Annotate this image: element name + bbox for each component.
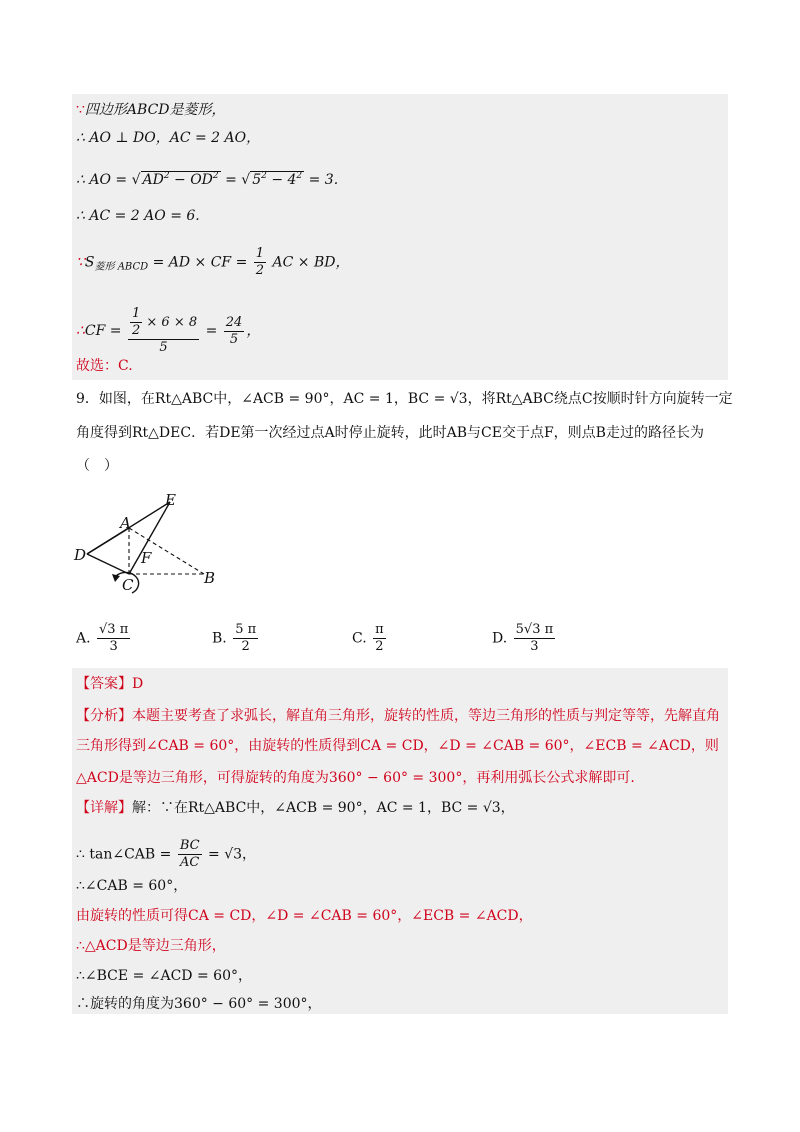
fraction-numerator: 5 π (235, 622, 257, 637)
step-text: = 3. (304, 172, 339, 188)
fraction-denominator: 3 (109, 639, 118, 654)
answer-line: 故选：C. (76, 358, 133, 374)
detail-line-3: ∴∠CAB = 60°， (76, 878, 188, 894)
because-symbol: ∵ (76, 254, 85, 271)
fraction-numerator: √3 π (99, 622, 129, 637)
detail-text: = √3， (203, 846, 257, 863)
analysis-line-2: 三角形得到∠CAB = 60°，由旋转的性质得到CA = CD，∠D = ∠CAB = 60°，∠ECB = ∠ACD，则 (76, 738, 719, 754)
detail-text: ∴ tan∠CAB = (76, 846, 176, 863)
therefore-symbol: ∴ (76, 323, 85, 339)
step-line-6: ∴CF = $\frac{1}{2}$ × 6 × 8 5 = $\frac{24}{5}$ ， (76, 306, 261, 355)
fraction-numerator: BC (179, 838, 200, 853)
option-b[interactable] (212, 622, 260, 655)
step-line-5 (76, 246, 349, 279)
answer-value: D (132, 676, 144, 692)
label-C: C (122, 576, 134, 594)
step-line-1 (76, 100, 226, 120)
analysis-text: 本题主要考查了求弧长，解直角三角形，旋转的性质，等边三角形的性质与判定等等，先解直角 (132, 708, 720, 724)
label-A: A (120, 514, 131, 532)
step-text: ， (246, 323, 261, 339)
fraction-denominator: 3 (530, 639, 539, 654)
detail-tag: 【详解】 (76, 800, 132, 816)
sqrt-expression: $AD^2 - OD^2$ (142, 171, 219, 188)
fraction-denominator: 2 (375, 639, 384, 654)
label-B: B (204, 569, 216, 587)
option-fraction (97, 622, 130, 655)
option-letter: B. (212, 630, 227, 647)
step-text: = AD × CF = (148, 254, 252, 271)
detail-line-1 (76, 798, 515, 818)
detail-text: 解：∵在Rt△ABC中，∠ACB = 90°，AC = 1，BC = √3， (132, 800, 515, 816)
option-letter: A. (76, 630, 91, 647)
step-line-2: ∴ AO ⊥ DO，AC = 2 AO， (76, 130, 261, 146)
fraction-numerator: π (375, 622, 384, 637)
analysis-tag: 【分析】 (76, 708, 132, 724)
detail-line-7: ∴旋转的角度为360° − 60° = 300°， (76, 996, 322, 1012)
fraction: $\frac{1}{2}$ × 6 × 8 5 (128, 306, 199, 356)
detail-line-2 (76, 838, 256, 871)
option-d[interactable] (492, 622, 557, 655)
fraction: $\frac{1}{2}$ (255, 246, 265, 278)
step-text: ∴ AO = (76, 172, 132, 188)
option-letter: C. (352, 630, 367, 647)
label-D: D (74, 546, 87, 564)
step-line-3: ∴ AO = √ $AD^2 - OD^2$ = √ $5^2 - 4^2 = 3$. (76, 171, 339, 188)
option-fraction (233, 622, 258, 655)
option-a[interactable] (76, 622, 132, 655)
answer-row (76, 674, 143, 694)
step-text: AC × BD， (268, 254, 350, 271)
detail-line-4: 由旋转的性质可得CA = CD，∠D = ∠CAB = 60°，∠ECB = ∠ACD， (76, 908, 533, 924)
question-line-1: 9．如图，在Rt△ABC中，∠ACB = 90°，AC = 1，BC = √3，将Rt△ABC绕点C按顺时针方向旋转一定 (76, 391, 733, 407)
sqrt-expression: $5^2 - 4^2$ (252, 171, 303, 188)
step-text: 四边形ABCD是菱形， (84, 102, 226, 118)
analysis-line-1 (76, 706, 720, 726)
label-F: F (141, 549, 152, 567)
detail-line-6: ∴∠BCE = ∠ACD = 60°， (76, 968, 252, 984)
area-symbol: S (84, 254, 95, 271)
fraction: $\frac{24}{5}$ (225, 314, 243, 347)
fraction (178, 838, 202, 871)
option-fraction (373, 622, 386, 655)
question-line-3: （ ） (76, 458, 118, 474)
fraction-denominator: AC (180, 855, 200, 870)
fraction-denominator: 2 (241, 639, 250, 654)
step-text: CF = (84, 323, 126, 339)
question-line-2: 角度得到Rt△DEC．若DE第一次经过点A时停止旋转，此时AB与CE交于点F，则点B走过的路径长为 (76, 425, 704, 441)
area-subscript: 菱形 ABCD (94, 261, 149, 273)
step-line-4: ∴ AC = 2 AO = 6. (76, 208, 200, 224)
option-letter: D. (492, 630, 508, 647)
because-symbol: ∵ (76, 102, 85, 118)
option-c[interactable] (352, 622, 388, 655)
detail-line-5: ∴△ACD是等边三角形， (76, 938, 226, 954)
fraction-numerator: 5√3 π (515, 622, 554, 637)
geometry-figure (72, 488, 232, 603)
label-E: E (165, 491, 176, 509)
answer-tag: 【答案】 (76, 676, 132, 692)
option-fraction (514, 622, 556, 655)
analysis-line-3: △ACD是等边三角形，可得旋转的角度为360° − 60° = 300°，再利用弧长公式求解即可. (76, 770, 635, 786)
